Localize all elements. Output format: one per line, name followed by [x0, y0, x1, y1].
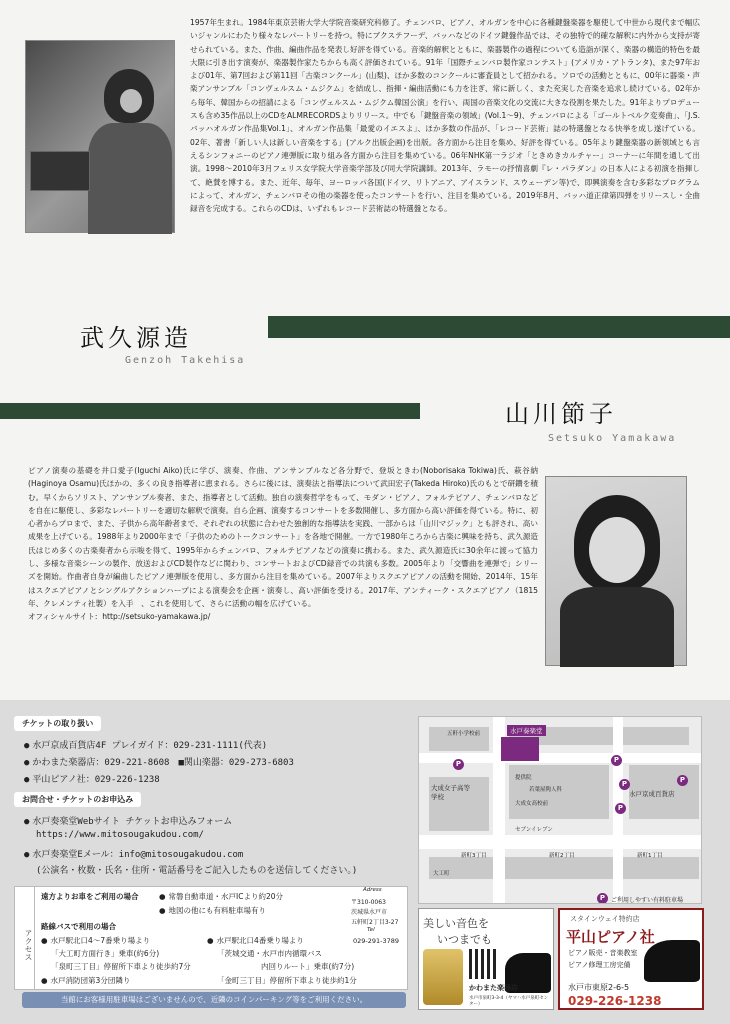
- ticket-line-2: ● かわまた楽器店：029-221-8608 ■関山楽器：029-273-6803: [24, 755, 294, 768]
- contact-email-note: (公演名・枚数・氏名・住所・電話番号をご記入したものを送信してください。): [36, 866, 358, 876]
- setsuko-bio: ピアノ演奏の基礎を井口愛子(Iguchi Aiko)氏に学び、演奏、作曲、アンサンブルなど各分野で、登坂ときわ(Noborisaka Tokiwa)氏、萩谷納(Haginoya Osamu)氏ほかの、多くの良き指導者に恵まれる。さらに後には、演奏法と指導法について武田宏子(Takeda Hiroko)氏のもとで研鑽を積む。早くからソリスト、アンサンブル奏者、また、指導者として活動。独自の演奏哲学をもって、モダン・ピアノ、フォルテピアノ、チェンバロなどを自在に駆使し、多彩なレパートリーを適切な解釈で演奏。自ら企画、演奏するコンサートを多数開催し、多方面から高い評価を得ている。特に、初心者からプロまで、また、子供から高年齢者まで、それぞれの状態に合わせた独創的な指導法を実践、一部からは「山川マジック」とも評され、高い成果を上げている。1988年より2000年まで「子供のためのトークコンサート」を各地で開催。一方で1980年ころから古楽に興味を持ち、武久源造氏はじめ多くの古楽奏者から示唆を得て、1995年からチェンバロ、フォルテピアノなどの演奏に携わる。また、武久源造氏に30余年に渡って協力し、多様な音楽シーンの製作、放送およびCD製作などに関わり、コンサートおよびCD録音での共演も多数。2005年より「交響曲を連弾で」シリーズを開始。作曲者自身が編曲したピアノ連弾版を使用し、多方面から注目を集めている。2007年よりスクエアピアノの活動を開始、2014年、15年はスクエアピアノとシングルアクションハープによる演奏会を企画・演奏し、高い評価を受ける。2017年、アンティーク・スクエアピアノ（1815年、クレメンティ社製）を入手 、これを使用して、さらに活動の幅を広げている。 オフィシャルサイト: http://setsuko-yamakawa.jp/: [28, 466, 538, 622]
- genzoh-bio: 1957年生まれ。1984年東京芸術大学大学院音楽研究科修了。チェンバロ、ピアノ、オルガンを中心に各種鍵盤楽器を駆使して中世から現代まで幅広いジャンルにわたり様々なレパートリーを持つ。特にブクステフーデ、バッハなどのドイツ鍵盤作品では、その独特で的確な解釈に内外から支持が寄せられている。また、作曲、編曲作品を発表し好評を得ている。音楽的解釈とともに、楽器製作の過程についても造詣が深く、楽器の構造的特色を最大限に引き出す演奏が、楽器製作家たちからも高く評価されている。91年「国際チェンバロ製作家コンテスト」(アメリカ・アトランタ)、また97年および01年、第7回および第11回「古楽コンクール」(山梨)、ほか多数のコンクールに審査員として招かれる。ソロでの活動とともに、00年に器楽・声楽アンサンブル「コンヴェルスム・ムジクム」を結成し、指揮・編曲活動にも力を注ぎ、常に新しく、また充実した音楽を追求し続けている。02年から毎年、韓国からの招請による「コンヴェルスム・ムジクム韓国公演」を行い、両国の音楽文化の交流に大きな役割を果たした。91年よりプロデュースも含め35作品以上のCDをALMRECORDSよりリリース。中でも「鍵盤音楽の領域」(Vol.1〜9)、チェンバロによる「ゴールトベルク変奏曲」、「J.S.バッハオルガン作品集Vol.1」、オルガン作品集「最愛のイエスよ」、ほか多数の作品が、「レコード芸術」誌の特選盤となる快挙を成し遂げている。02年、著書「新しい人は新しい音楽をする」(アルク出版企画)を出版。各方面から注目を集め、好評を得ている。05年より鍵盤楽器の新領域とも言えるシンフォニーのピアノ連弾版に取り組み各方面から注目を集めている。06年NHK第一ラジオ「ときめきカルチャー」コーナーに年間を通して出演。1998〜2010年3月フェリス女学院大学音楽学部及び同大学院講師。2013年、ラモーの抒情喜劇『レ・パラダン』の日本人による初演を指揮して、絶賛を博する。また、近年、毎年、ヨーロッパ各国(ドイツ、リトアニア、アイスランド、スウェーデン等)で、即興演奏を含む多彩なプログラムによって、オルガン、チェンバロその他の楽器を使ったコンサートを行い、注目を集めている。2019年8月、バッハ道正律第四弾をリリースし・全曲録音を完成する。これらのCDは、いずれもレコード芸術誌の特選盤となる。: [190, 18, 700, 214]
- access-side-label: アクセス: [15, 887, 35, 989]
- hirayama-ad: スタインウェイ特約店 平山ピアノ社 ピアノ販売・音楽教室 ピアノ修理工房完備 水戸市東原2-6-5 029-226-1238: [558, 908, 704, 1010]
- parking-notice: 当館にお客様用駐車場はございませんので、近隣のコインパーキング等をご利用ください。: [22, 992, 406, 1008]
- setsuko-name-roman: Setsuko Yamakawa: [548, 433, 677, 444]
- contact-web-label: ● 水戸奏楽堂Webサイト チケットお申込みフォーム: [24, 814, 232, 827]
- genzoh-bar: [268, 316, 730, 338]
- genzoh-photo: [25, 40, 175, 233]
- ticket-line-1: ● 水戸京成百貨店4F プレイガイド：029-231-1111(代表): [24, 738, 267, 751]
- setsuko-name: 山川節子: [505, 400, 617, 428]
- site-label: オフィシャルサイト:: [28, 612, 98, 622]
- ticket-line-3: ● 平山ピアノ社：029-226-1238: [24, 772, 160, 785]
- contact-email[interactable]: ● 水戸奏楽堂Eメール：info@mitosougakudou.com: [24, 847, 243, 860]
- ticket-heading: チケットの取り扱い: [14, 716, 101, 731]
- genzoh-name: 武久源造: [80, 324, 192, 352]
- kawamata-ad: 美しい音色を いつまでも かわまた楽器店 水戸市泉町3-3-4（ヤマハ水戸泉町センター）: [418, 908, 554, 1010]
- genzoh-name-roman: Genzoh Takehisa: [125, 355, 246, 366]
- setsuko-bar: [0, 403, 420, 419]
- access-map: 水戸奏楽堂 五軒小学校前 大成女子高等学校 提供院 若葉屋陶人科 大成女高校前 セブンイレブン 新町3丁目 新町2丁目 新町1丁目 大工町 水戸京成百貨店 P P P P P P ご利用しやすい有料駐車場: [418, 716, 702, 904]
- contact-web-url[interactable]: https://www.mitosougakudou.com/: [36, 830, 204, 840]
- access-box: アクセス 遠方よりお車をご利用の場合 ● 常磐自動車道・水戸ICより約20分 ● 地図の他にも有料駐車場有り 路線バスで利用の場合 ● 水戸駅北口4〜7番乗り場より 「大工町方面行き」乗車(約6分) 「泉町三丁目」停留所下車より徒歩約7分 ● 水戸消防団第3分団隣り ● 水戸駅北口4番乗り場より 「茨城交通・水戸市内循環バス 内回りルート」乗車(約7分) 「金町三丁目」停留所下車より徒歩約1分 Adress 〒310-0063 茨城県水戸市 五軒町2丁目3-27 Tel 029-291-3789: [14, 886, 408, 990]
- setsuko-photo: [545, 476, 687, 666]
- map-venue-label: 水戸奏楽堂: [507, 725, 546, 736]
- contact-heading: お問合せ・チケットのお申込み: [14, 792, 141, 807]
- site-url[interactable]: http://setsuko-yamakawa.jp/: [102, 612, 211, 622]
- map-legend: ご利用しやすい有料駐車場: [611, 897, 684, 904]
